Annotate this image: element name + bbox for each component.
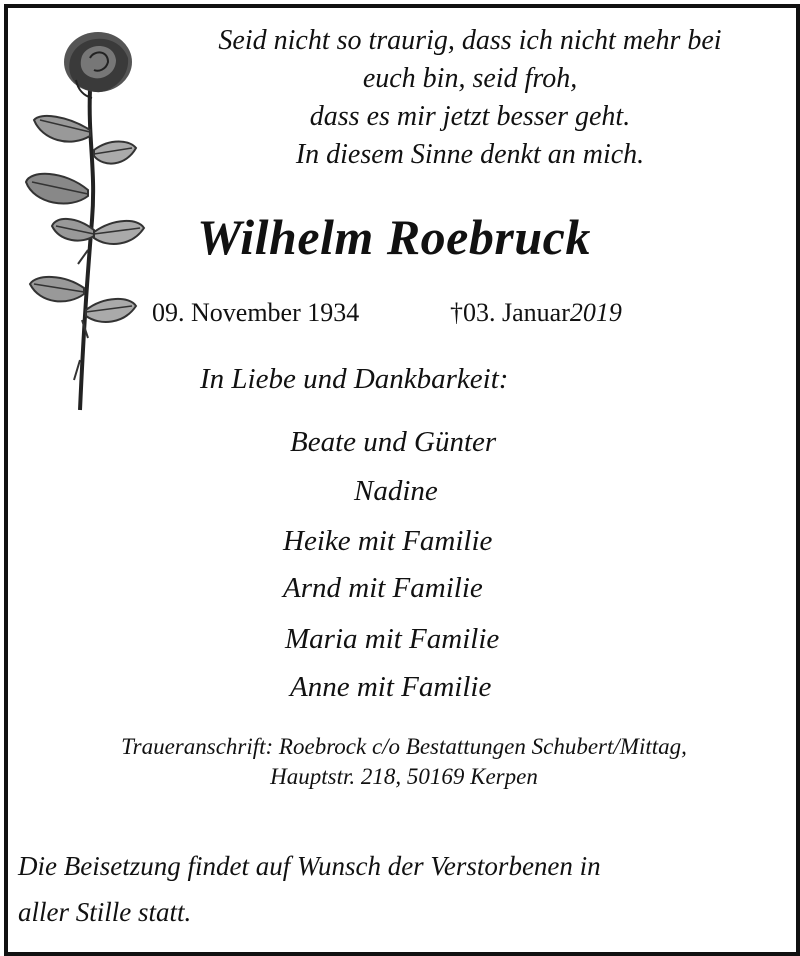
death-date: 03. Januar [463,298,570,327]
mourner-name: Heike mit Familie [283,525,493,557]
mourner-name: Arnd mit Familie [283,572,483,604]
mourning-address [14,732,794,792]
funeral-note-line: aller Stille statt. [18,897,192,927]
poem-line: In diesem Sinne denkt an mich. [295,139,645,170]
death-cross-icon: † [450,298,463,327]
death-year: 2019 [569,298,622,327]
thanks-heading: In Liebe und Dankbarkeit: [200,363,509,395]
funeral-note-line: Die Beisetzung findet auf Wunsch der Verstorbenen in [18,851,601,881]
mourner-name: Nadine [354,475,438,507]
address-line: Traueranschrift: Roebrock c/o Bestattungen Schubert/Mittag, [121,734,687,759]
address-line: Hauptstr. 218, 50169 Kerpen [270,764,538,789]
deceased-name: Wilhelm Roebruck [197,209,591,265]
birth-date: 09. November 1934 [152,298,360,327]
poem [150,22,790,174]
poem-line: euch bin, seid froh, [362,63,578,94]
mourner-name: Anne mit Familie [290,671,492,703]
mourner-name: Beate und Günter [290,426,497,458]
poem-line: Seid nicht so traurig, dass ich nicht mehr bei [218,25,722,56]
death-date-group [450,296,622,330]
poem-line: dass es mir jetzt besser geht. [309,101,631,132]
mourner-name: Maria mit Familie [285,623,500,655]
rose-icon [18,20,150,418]
funeral-note [18,843,778,935]
